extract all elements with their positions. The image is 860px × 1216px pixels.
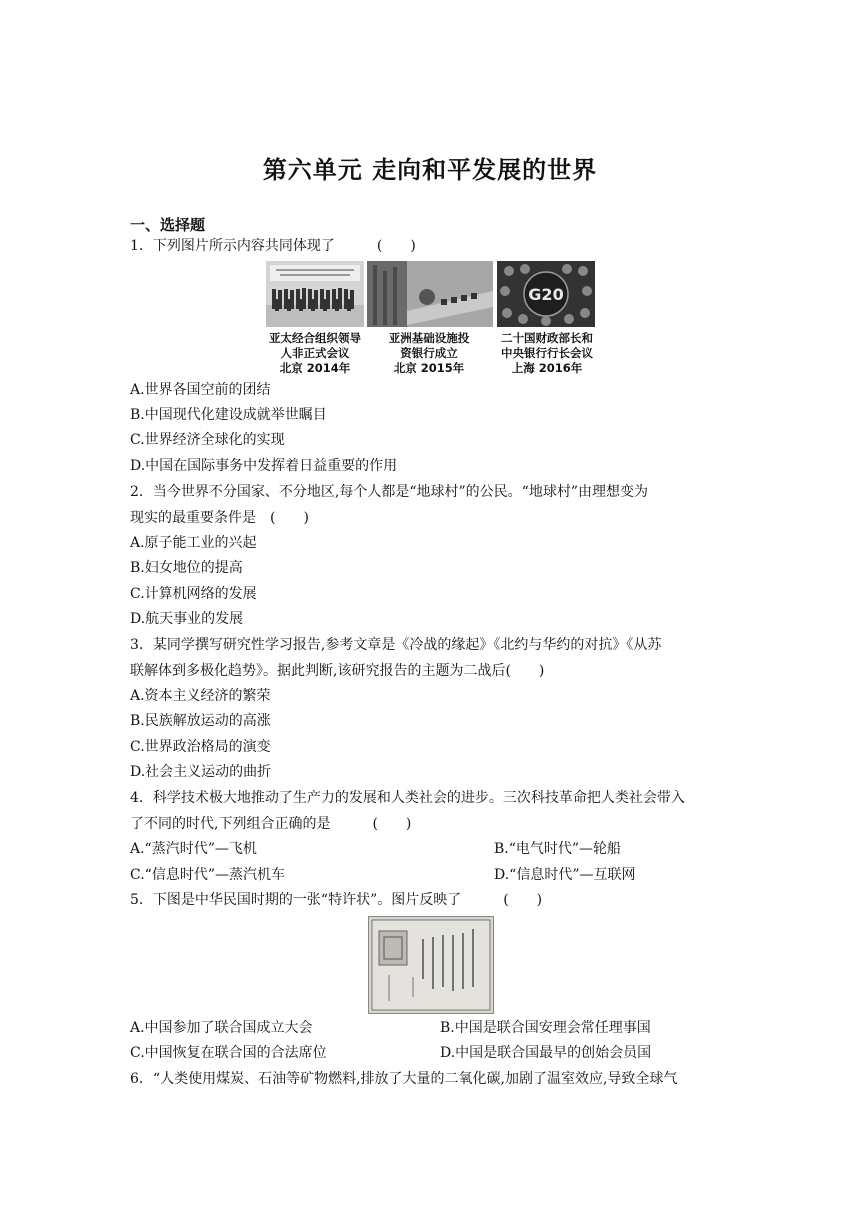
option: A.原子能工业的兴起 [130,535,257,551]
option: C.中国恢复在联合国的合法席位 [130,1045,327,1061]
question-5-stem: 5．下图是中华民国时期的一张“特许状”。图片反映了 ( ) [130,892,543,908]
g20-logo-photo [497,261,595,327]
section-heading: 一、选择题 [130,216,206,234]
question-2-stem: 现实的最重要条件是 ( ) [130,510,309,526]
question-4-stem: 了不同的时代,下列组合正确的是 ( ) [130,816,412,832]
option: B.民族解放运动的高涨 [130,713,271,729]
option: A.中国参加了联合国成立大会 [130,1020,313,1036]
question-3-stem: 联解体到多极化趋势》。据此判断,该研究报告的主题为二战后( ) [130,663,545,679]
option: D.“信息时代”—互联网 [494,867,636,883]
question-2-stem: 2．当今世界不分国家、不分地区,每个人都是“地球村”的公民。“地球村”由理想变为 [130,484,648,500]
option: C.世界经济全球化的实现 [130,432,285,448]
page-title: 第六单元 走向和平发展的世界 [262,156,598,184]
option: D.中国是联合国最早的创始会员国 [440,1045,652,1061]
option: B.中国现代化建设成就举世瞩目 [130,407,327,423]
option: C.计算机网络的发展 [130,586,257,602]
question-1-stem: 1．下列图片所示内容共同体现了 ( ) [130,238,416,254]
option: A.世界各国空前的团结 [130,382,271,398]
apec-meeting-photo [266,261,364,327]
charter-certificate-photo [368,916,494,1014]
option: C.“信息时代”—蒸汽机车 [130,867,285,883]
option: B.妇女地位的提高 [130,560,243,576]
aiib-building-photo [367,261,493,327]
image-caption: 亚洲基础设施投 资银行成立 北京 2015年 [388,331,470,375]
option: D.中国在国际事务中发挥着日益重要的作用 [130,458,398,474]
image-caption: 二十国财政部长和 中央银行行长会议 上海 2016年 [501,331,593,375]
option: B.“电气时代”—轮船 [494,841,622,857]
question-3-stem: 3．某同学撰写研究性学习报告,参考文章是《冷战的缘起》《北约与华约的对抗》《从苏 [130,637,662,653]
image-caption: 亚太经合组织领导 人非正式会议 北京 2014年 [269,331,361,375]
option: A.资本主义经济的繁荣 [130,688,271,704]
option: D.社会主义运动的曲折 [130,764,272,780]
option: B.中国是联合国安理会常任理事国 [440,1020,651,1036]
option: C.世界政治格局的演变 [130,739,271,755]
option: A.“蒸汽时代”—飞机 [130,841,257,857]
question-4-stem: 4．科学技术极大地推动了生产力的发展和人类社会的进步。三次科技革命把人类社会带入 [130,790,685,806]
g20-logo-text: G20 [528,285,564,304]
option: D.航天事业的发展 [130,611,244,627]
question-6-stem: 6．“人类使用煤炭、石油等矿物燃料,排放了大量的二氧化碳,加剧了温室效应,导致全球气 [130,1071,678,1087]
